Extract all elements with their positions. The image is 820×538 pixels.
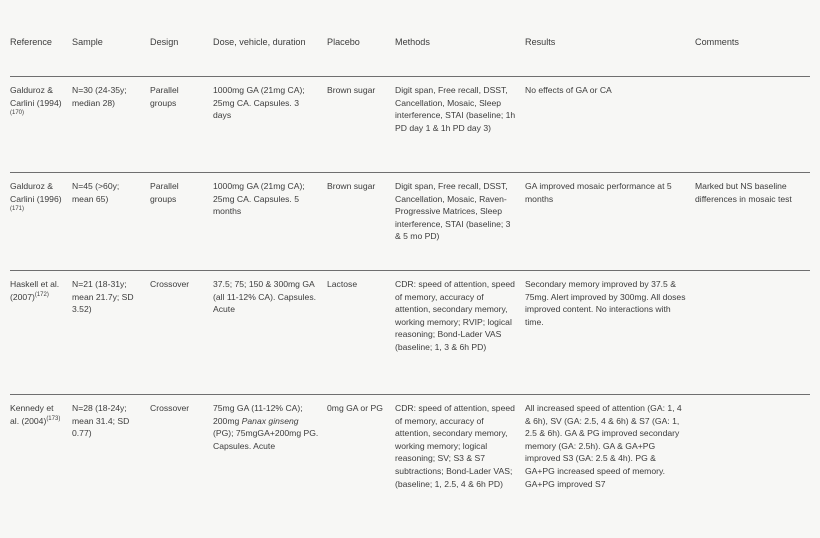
cell-dose: 1000mg GA (21mg CA); 25mg CA. Capsules. 3 days xyxy=(213,77,327,173)
cell-comments xyxy=(695,77,810,173)
cell-methods: Digit span, Free recall, DSST, Cancellation, Mosaic, Raven-Progressive Matrices, Sleep interference, STAI (baseline; 3 & 5 mo PD) xyxy=(395,173,525,271)
dose-species-name: Panax ginseng xyxy=(242,416,299,426)
cell-dose: 75mg GA (11-12% CA); 200mg Panax ginseng (PG); 75mgGA+200mg PG. Capsules. Acute xyxy=(213,395,327,538)
cell-sample: N=30 (24-35y; median 28) xyxy=(72,77,150,173)
cell-results: GA improved mosaic performance at 5 months xyxy=(525,173,695,271)
cell-placebo: Brown sugar xyxy=(327,173,395,271)
cell-placebo: 0mg GA or PG xyxy=(327,395,395,538)
table-header xyxy=(10,30,810,77)
cell-placebo: Brown sugar xyxy=(327,77,395,173)
reference-name: Kennedy et al. (2004) xyxy=(10,403,53,426)
column-header-reference: Reference xyxy=(10,30,72,77)
cell-results: All increased speed of attention (GA: 1, 4 & 6h), SV (GA: 2.5, 4 & 6h) & S7 (GA: 1, 2.5 & 6h). GA & PG improved secondary memory (GA: 2.5h). GA & GA+PG improved S3 (GA: 2.5 & 4h). PG & GA+PG increased speed of memory. GA+PG improved S7 xyxy=(525,395,695,538)
cell-reference xyxy=(10,173,72,271)
cell-dose: 1000mg GA (21mg CA); 25mg CA. Capsules. 5 months xyxy=(213,173,327,271)
table-header-row xyxy=(10,30,810,77)
cell-methods: CDR: speed of attention, speed of memory, accuracy of attention, secondary memory, working memory; logical reasoning; SV; S3 & S7 subtractions; Bond-Lader VAS; (baseline; 1, 2.5, 4 & 6h PD) xyxy=(395,395,525,538)
reference-name: Galduroz & Carlini (1996) xyxy=(10,181,62,204)
cell-methods: Digit span, Free recall, DSST, Cancellation, Mosaic, Sleep interference, STAI (baseline; 1h PD day 1 & 1h PD day 3) xyxy=(395,77,525,173)
cell-sample: N=45 (>60y; mean 65) xyxy=(72,173,150,271)
cell-reference xyxy=(10,395,72,538)
studies-table xyxy=(10,30,810,538)
cell-comments: Marked but NS baseline differences in mosaic test xyxy=(695,173,810,271)
cell-comments xyxy=(695,395,810,538)
column-header-methods: Methods xyxy=(395,30,525,77)
cell-placebo: Lactose xyxy=(327,271,395,395)
reference-superscript: (170) xyxy=(10,110,24,116)
table-row xyxy=(10,271,810,395)
table-row xyxy=(10,77,810,173)
cell-comments xyxy=(695,271,810,395)
cell-results: Secondary memory improved by 37.5 & 75mg. Alert improved by 300mg. All doses improved content. No interactions with time. xyxy=(525,271,695,395)
column-header-results: Results xyxy=(525,30,695,77)
column-header-design: Design xyxy=(150,30,213,77)
column-header-dose: Dose, vehicle, duration xyxy=(213,30,327,77)
cell-results: No effects of GA or CA xyxy=(525,77,695,173)
cell-reference xyxy=(10,77,72,173)
cell-methods: CDR: speed of attention, speed of memory, accuracy of attention, secondary memory, working memory; RVIP; logical reasoning; Bond-Lader VAS (baseline; 1, 3 & 6h PD) xyxy=(395,271,525,395)
reference-name: Haskell et al. (2007) xyxy=(10,279,59,302)
column-header-comments: Comments xyxy=(695,30,810,77)
column-header-sample: Sample xyxy=(72,30,150,77)
cell-dose: 37.5; 75; 150 & 300mg GA (all 11-12% CA). Capsules. Acute xyxy=(213,271,327,395)
reference-superscript: (172) xyxy=(35,292,49,298)
reference-superscript: (171) xyxy=(10,206,24,212)
table-row xyxy=(10,395,810,538)
table-body xyxy=(10,77,810,538)
cell-reference xyxy=(10,271,72,395)
cell-design: Crossover xyxy=(150,395,213,538)
column-header-placebo: Placebo xyxy=(327,30,395,77)
cell-sample: N=21 (18-31y; mean 21.7y; SD 3.52) xyxy=(72,271,150,395)
cell-design: Parallel groups xyxy=(150,173,213,271)
cell-design: Parallel groups xyxy=(150,77,213,173)
table-row xyxy=(10,173,810,271)
reference-name: Galduroz & Carlini (1994) xyxy=(10,85,62,108)
reference-superscript: (173) xyxy=(46,416,60,422)
cell-design: Crossover xyxy=(150,271,213,395)
cell-sample: N=28 (18-24y; mean 31.4; SD 0.77) xyxy=(72,395,150,538)
